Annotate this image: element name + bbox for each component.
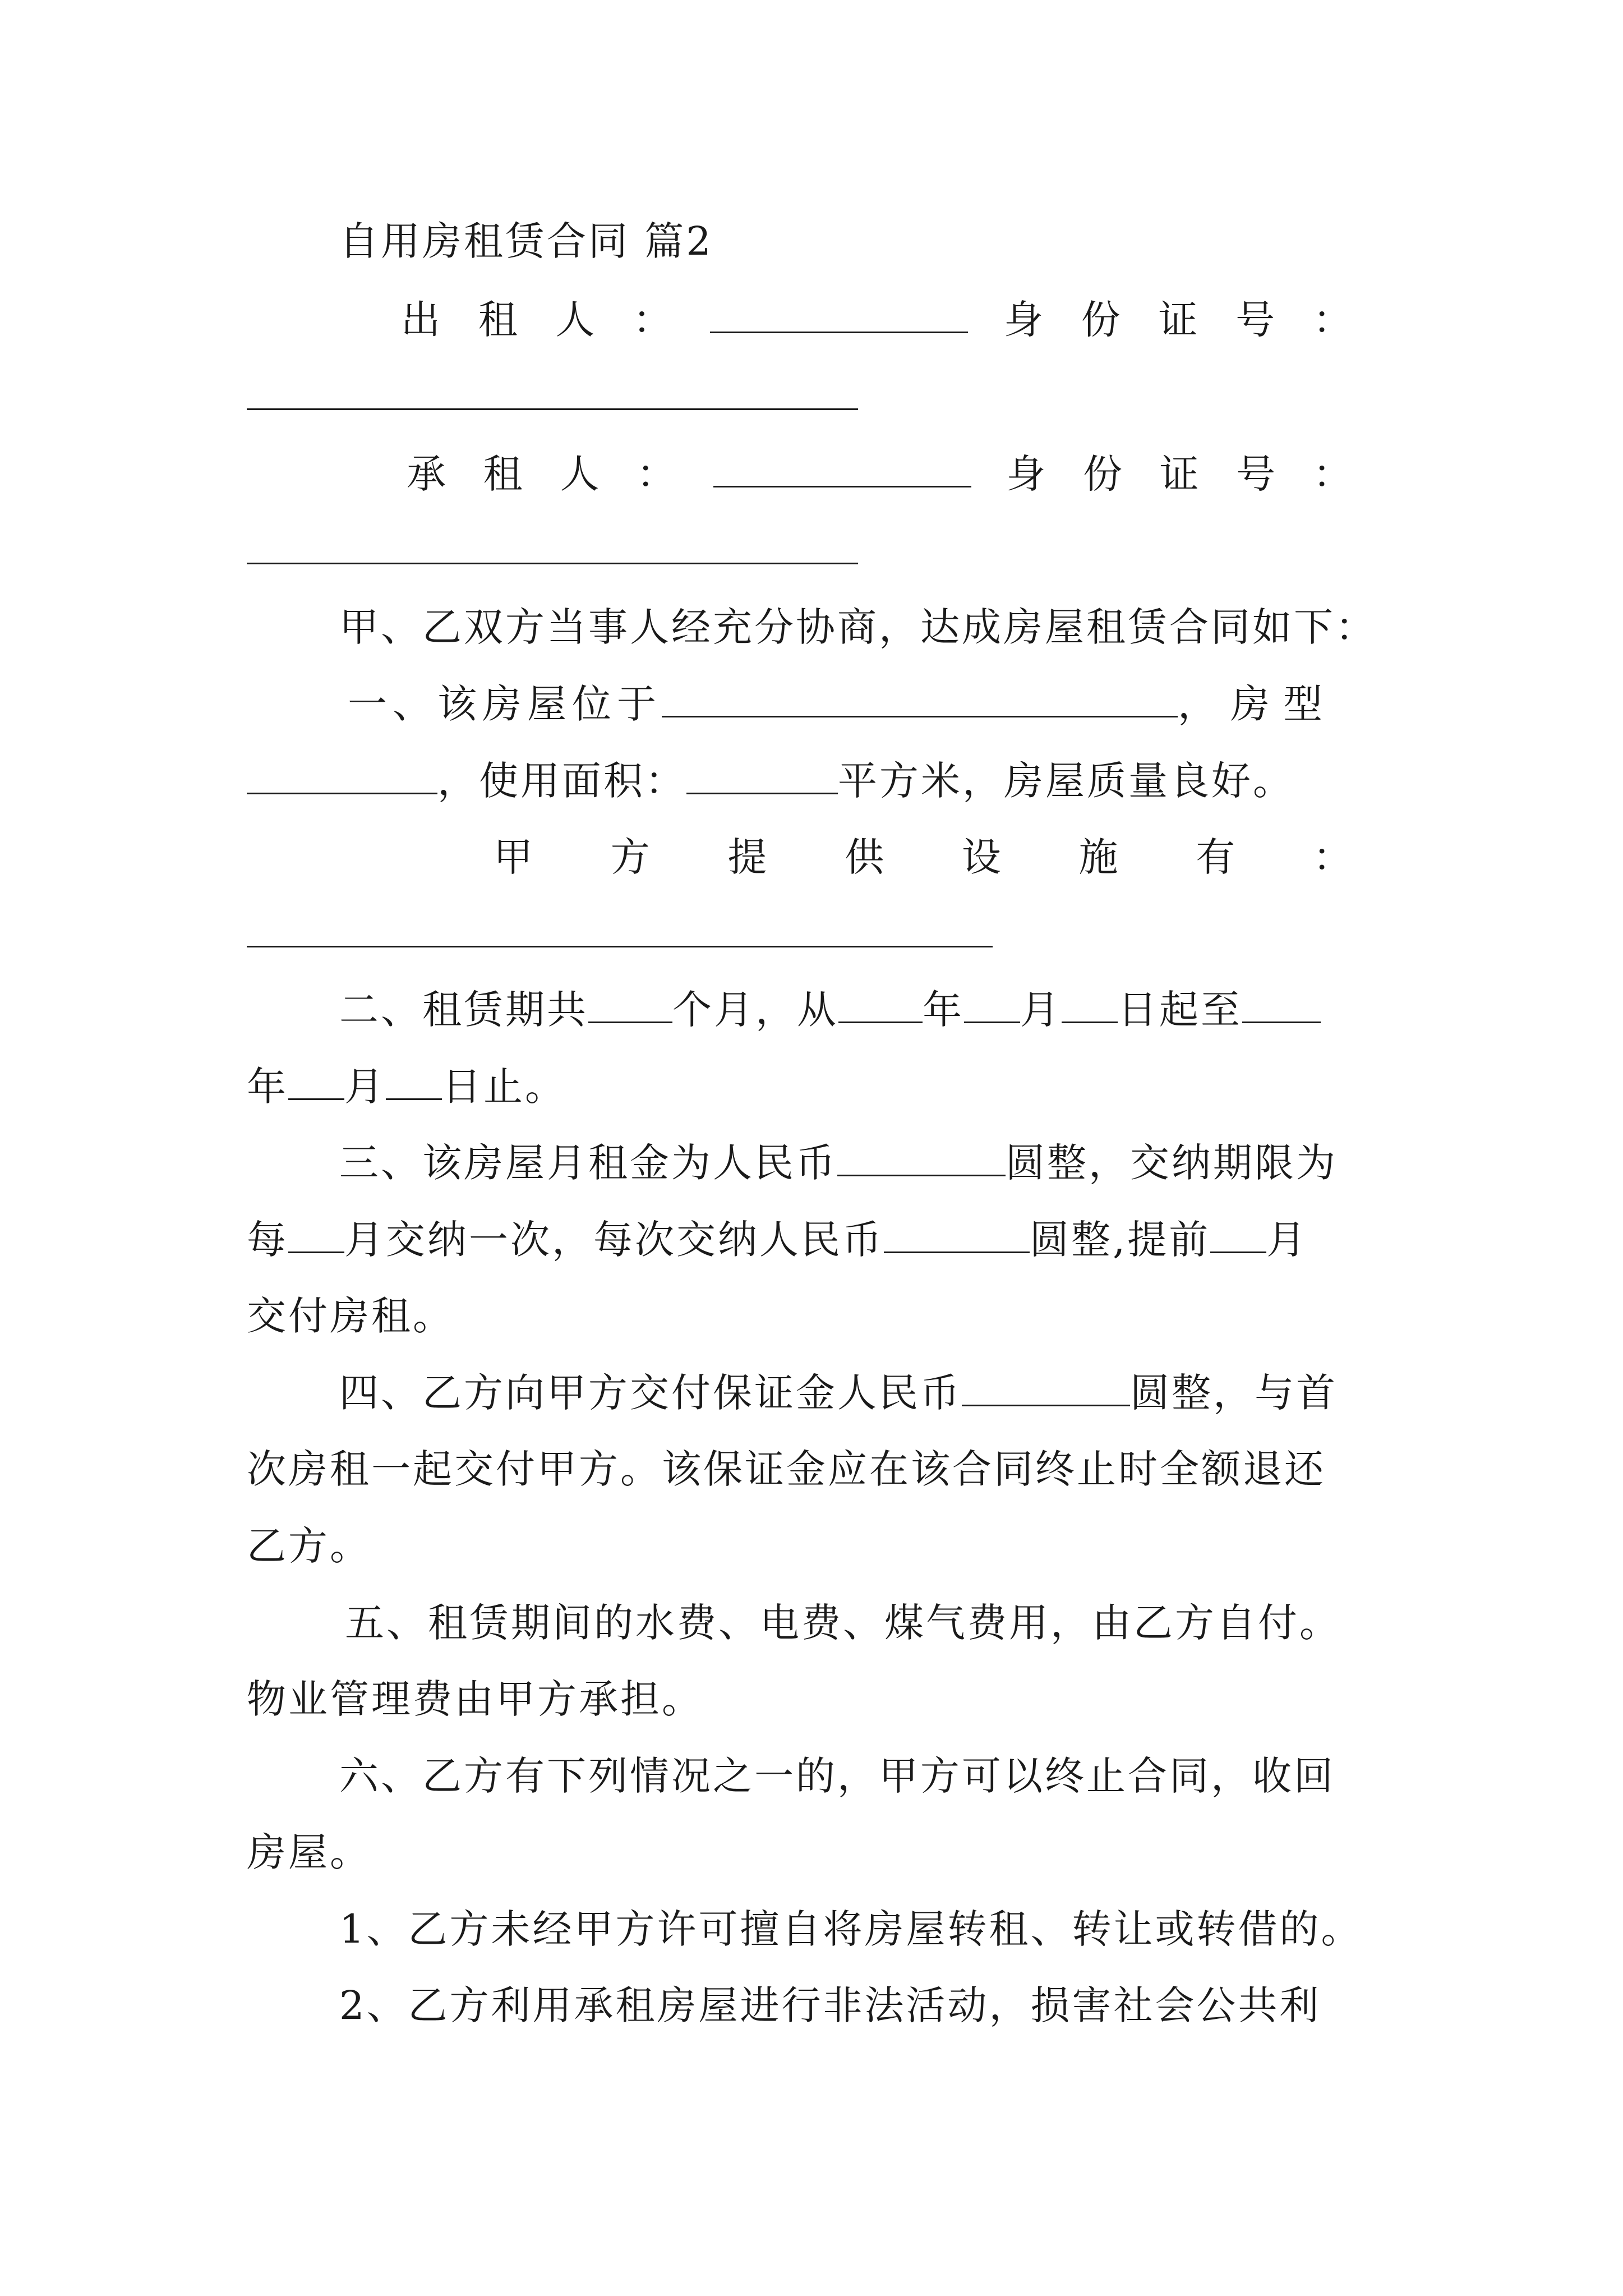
- tenant-char: ：: [1312, 451, 1354, 497]
- clause-1-text: ，使用面积：: [437, 758, 686, 804]
- tenant-char: 租: [483, 451, 525, 497]
- facilities-char: ：: [1312, 834, 1354, 880]
- landlord-char: 身: [1003, 297, 1045, 343]
- facilities-char: 施: [1078, 834, 1121, 880]
- start-month-blank: [964, 982, 1020, 1023]
- facilities-char: 供: [845, 834, 887, 880]
- intro-paragraph: 甲、乙双方当事人经充分协商，达成房屋租赁合同如下：: [339, 604, 1377, 650]
- clause-2-text: 日起至: [1118, 987, 1242, 1033]
- tenant-char: 号: [1236, 451, 1278, 497]
- deposit-blank: [962, 1365, 1130, 1406]
- clause-2-text: 年: [923, 987, 964, 1033]
- landlord-char: 份: [1081, 297, 1123, 343]
- tenant-char: ：: [636, 451, 678, 497]
- advance-months-blank: [1210, 1212, 1266, 1253]
- clause-3-text: 每: [247, 1217, 288, 1263]
- landlord-row: [401, 292, 1354, 348]
- clause-3-text: 月: [1266, 1217, 1308, 1263]
- months-blank: [588, 982, 672, 1023]
- item-2: 2、乙方利用承租房屋进行非法活动，损害社会公共利: [339, 1982, 1321, 2028]
- tenant-id-blank: [247, 563, 858, 564]
- landlord-id-blank: [247, 408, 858, 410]
- facilities-blank: [247, 946, 993, 947]
- facilities-char: 设: [961, 834, 1003, 880]
- clause-1-line-1: [348, 676, 1492, 732]
- clause-3-line-3: 交付房租。: [247, 1293, 454, 1339]
- landlord-char: 出: [401, 297, 442, 343]
- clause-1-text: 平方米，房屋质量良好。: [838, 758, 1294, 804]
- clause-4-text: 圆整，与首: [1130, 1370, 1338, 1416]
- clause-3-text: 圆整，交纳期限为: [1006, 1140, 1338, 1186]
- payment-interval-blank: [288, 1212, 344, 1253]
- item-1: 1、乙方未经甲方许可擅自将房屋转租、转让或转借的。: [339, 1906, 1363, 1952]
- clause-4-line-1: [339, 1365, 1483, 1421]
- tenant-char: 人: [560, 451, 602, 497]
- clause-2-text: 日止。: [442, 1064, 566, 1110]
- clause-3-line-2: [247, 1212, 1391, 1268]
- facilities-char: 有: [1196, 834, 1238, 880]
- landlord-char: 租: [478, 297, 520, 343]
- clause-5-line-2: 物业管理费由甲方承担。: [247, 1676, 703, 1722]
- payment-amount-blank: [884, 1212, 1030, 1253]
- landlord-char: 证: [1158, 297, 1200, 343]
- clause-6-line-2: 房屋。: [247, 1829, 371, 1875]
- clause-2-text: 年: [247, 1064, 288, 1110]
- start-day-blank: [1062, 982, 1118, 1023]
- landlord-char: 人: [555, 297, 597, 343]
- clause-3-text: 圆整,提前: [1030, 1217, 1211, 1263]
- tenant-char: 承: [407, 451, 448, 497]
- clause-4-line-2: 次房租一起交付甲方。该保证金应在该合同终止时全额退还: [247, 1446, 1326, 1492]
- clause-2-line-1: [339, 982, 1483, 1038]
- facilities-char: 方: [610, 834, 652, 880]
- location-blank: [662, 677, 1178, 717]
- end-day-blank: [386, 1059, 442, 1100]
- area-blank: [686, 753, 838, 794]
- facilities-char: 甲: [494, 834, 535, 880]
- clause-2-text: 月: [344, 1064, 386, 1110]
- clause-2-text: 二、租赁期共: [339, 987, 588, 1033]
- tenant-char: 身: [1006, 451, 1048, 497]
- clause-3-text: 月交纳一次，每次交纳人民币: [344, 1217, 884, 1263]
- end-year-blank: [1242, 982, 1321, 1023]
- monthly-rent-blank: [837, 1135, 1006, 1176]
- tenant-char: 份: [1082, 451, 1124, 497]
- clause-3-text: 三、该房屋月租金为人民币: [339, 1140, 837, 1186]
- document-title: 自用房租赁合同 篇2: [339, 218, 713, 264]
- clause-6-line-1: 六、乙方有下列情况之一的，甲方可以终止合同，收回: [339, 1753, 1335, 1799]
- clause-2-line-2: [247, 1059, 1391, 1115]
- clause-4-line-3: 乙方。: [247, 1523, 371, 1569]
- facilities-row: [494, 829, 1354, 885]
- clause-5-line-1: 五、租赁期间的水费、电费、煤气费用，由乙方自付。: [345, 1600, 1341, 1646]
- clause-2-text: 个月，从: [672, 987, 838, 1033]
- facilities-char: 提: [727, 834, 769, 880]
- clause-1-line-2: [247, 753, 1391, 809]
- tenant-char: 证: [1159, 451, 1201, 497]
- clause-2-text: 月: [1020, 987, 1062, 1033]
- house-type-blank: [247, 753, 437, 794]
- clause-4-text: 四、乙方向甲方交付保证金人民币: [339, 1370, 962, 1416]
- clause-1-text: 一、该房屋位于: [348, 681, 662, 727]
- clause-1-text: ，房型: [1178, 681, 1336, 727]
- tenant-row: [407, 446, 1354, 502]
- landlord-name-blank: [710, 292, 968, 333]
- landlord-char: ：: [633, 297, 675, 343]
- landlord-char: 号: [1235, 297, 1278, 343]
- clause-3-line-1: [339, 1135, 1483, 1191]
- end-month-blank: [288, 1059, 344, 1100]
- tenant-name-blank: [713, 447, 971, 487]
- start-year-blank: [838, 982, 923, 1023]
- landlord-char: ：: [1312, 297, 1354, 343]
